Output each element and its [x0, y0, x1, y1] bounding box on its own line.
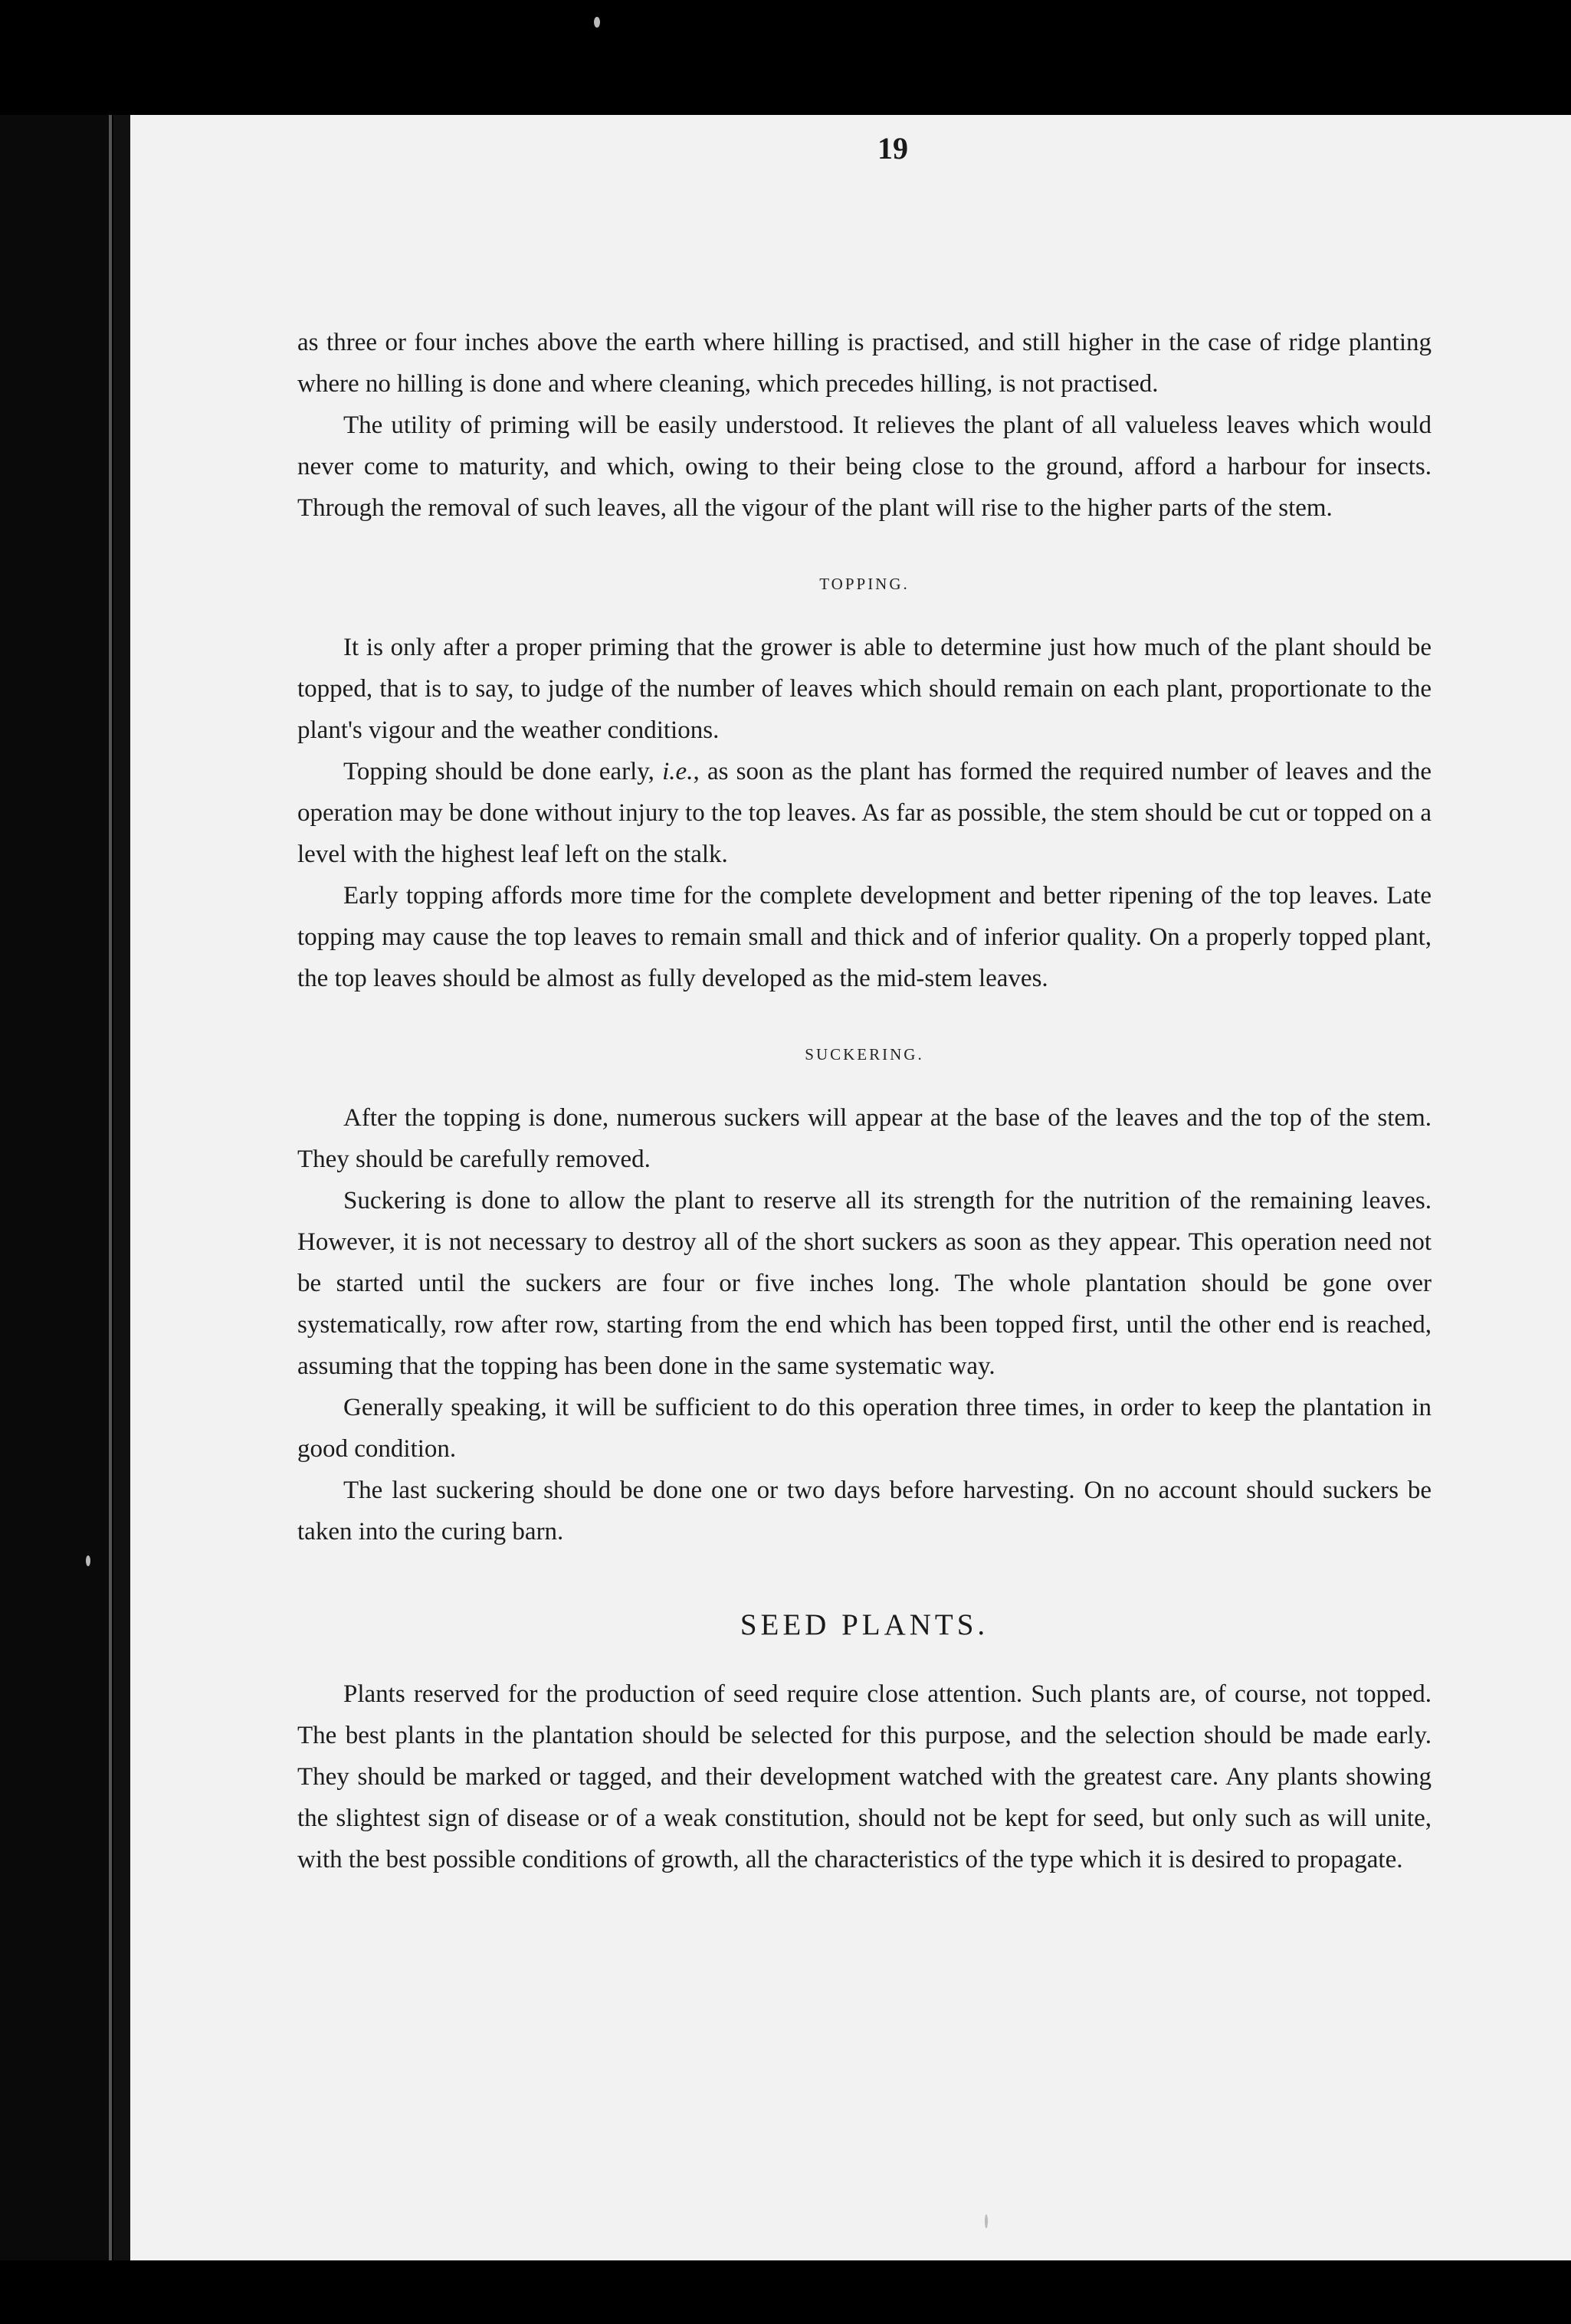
scan-speck: [594, 17, 600, 28]
paragraph: Generally speaking, it will be sufficient to do this operation three times, in order to keep the plantation in good condition.: [297, 1394, 1432, 1463]
book-spine-edge: [0, 115, 112, 2260]
scan-speck: [86, 1555, 90, 1566]
paragraph: After the topping is done, numerous suckers will appear at the base of the leaves and the top of the stem. They should be carefully removed.: [297, 1104, 1432, 1173]
paragraph: Plants reserved for the production of seed require close attention. Such plants are, of course, not topped. The best plants in the plantation should be selected for this purpose, and the selection should be made early. They should be marked or tagged, and their development watched with the greatest care. Any plants showing the slightest sign of disease or of a weak constitution, should not be kept for seed, but only such as will unite, with the best possible conditions of growth, all the characteristics of the type which it is desired to propagate.: [297, 1680, 1432, 1873]
section-heading-suckering: SUCKERING.: [805, 1045, 924, 1064]
paragraph: It is only after a proper priming that the grower is able to determine just how much of the plant should be topped, that is to say, to judge of the number of leaves which should remain on each plant, proportionate to the plant's vigour and the weather conditions.: [297, 634, 1432, 744]
page-body: [297, 322, 1432, 1880]
scan-speck: [985, 2214, 988, 2228]
text-run: Topping should be done early,: [343, 758, 663, 785]
paragraph: The utility of priming will be easily understood. It relieves the plant of all valueless leaves which would never come to maturity, and which, owing to their being close to the ground, afford a harbour for insects. Through the removal of such leaves, all the vigour of the plant will rise to the higher parts of the stem.: [297, 411, 1432, 522]
paragraph: Early topping affords more time for the complete development and better ripening of the top leaves. Late topping may cause the top leaves to remain small and thick and of inferior quality. On a properly topped plant, the top leaves should be almost as fully developed as the mid-stem leaves.: [297, 882, 1432, 992]
page-number: 19: [877, 131, 908, 166]
paragraph: [297, 751, 1432, 875]
paragraph: as three or four inches above the earth where hilling is practised, and still higher in the case of ridge planting where no hilling is done and where cleaning, which precedes hilling, is not practised.: [297, 329, 1432, 398]
italic-abbreviation: i.e.: [662, 758, 694, 785]
section-heading-topping: TOPPING.: [819, 575, 910, 593]
text-run: , as soon as the plant has formed the required number of leaves and the operation may be done without injury to the top leaves. As far as possible, the stem should be cut or topped on a level with the highest leaf left on the stalk.: [297, 758, 1432, 868]
section-heading-seed-plants: SEED PLANTS.: [740, 1608, 989, 1641]
paragraph: Suckering is done to allow the plant to reserve all its strength for the nutrition of the remaining leaves. However, it is not necessary to destroy all of the short suckers as soon as they appear. This operation need not be started until the suckers are four or five inches long. The whole plantation should be gone over systematically, row after row, starting from the end which has been topped first, until the other end is reached, assuming that the topping has been done in the same systematic way.: [297, 1187, 1432, 1380]
paragraph: The last suckering should be done one or two days before harvesting. On no account should suckers be taken into the curing barn.: [297, 1477, 1432, 1546]
